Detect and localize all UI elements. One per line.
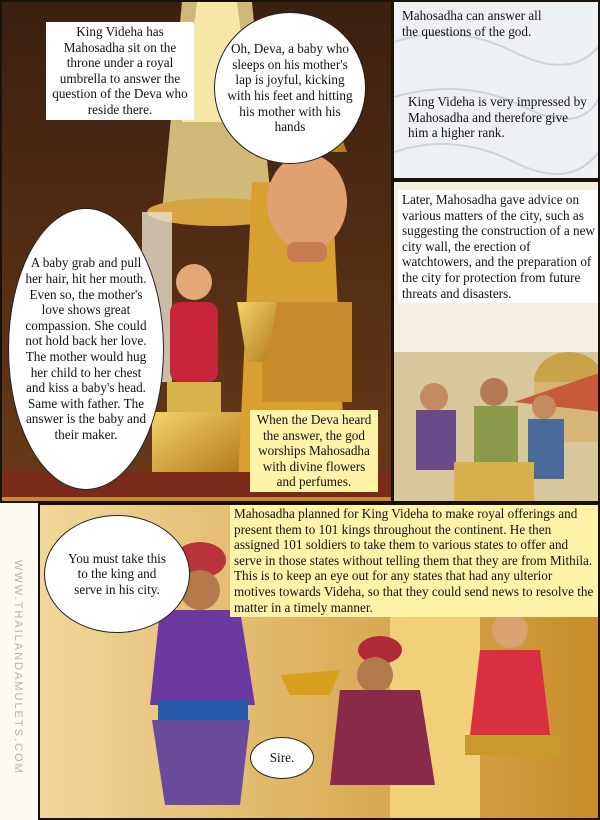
caption-royal-offerings: Mahosadha planned for King Videha to make royal offerings and present them to 101 kings throughout the continent. He then assigned 101 soldiers to take them to various states to offer and serve in those states without telling them that they are from Mithila. This is to keep an eye out for any states that had any ulterior motives towards Videha, so that they could send news to resolve the matter in a timely manner. bbox=[230, 504, 598, 617]
caption-deva-worships: When the Deva heard the answer, the god worships Mahosadha with divine flowers and perfumes. bbox=[250, 410, 378, 492]
caption-higher-rank: King Videha is very impressed by Mahosadha and therefore give him a higher rank. bbox=[408, 94, 587, 141]
panel-city-advice bbox=[392, 180, 600, 503]
caption-throne: King Videha has Mahosadha sit on the throne under a royal umbrella to answer the question of the Deva who reside there. bbox=[46, 22, 194, 120]
speech-bubble-answer: A baby grab and pull her hair, hit her mouth. Even so, the mother's love shows great compassion. She could not hold back her love. The mother would hug her child to her chest and kiss a baby's head. Same with father. The answer is the baby and their maker. bbox=[8, 208, 164, 490]
panel-offerings bbox=[38, 503, 600, 820]
caption-answers-god: Mahosadha can answer all the questions of the god. bbox=[402, 8, 542, 39]
speech-bubble-deva-question: Oh, Deva, a baby who sleeps on his mother's lap is joyful, kicking with his feet and hitting his mother with his hands bbox=[214, 12, 366, 164]
caption-city-advice: Later, Mahosadha gave advice on various matters of the city, such as suggesting the construction of a new city wall, the erection of watchtowers, and the preparation of the city for protection from future threats and disasters. bbox=[398, 190, 600, 303]
panel-impressed bbox=[392, 0, 600, 180]
speech-bubble-instruction: You must take this to the king and serve in his city. bbox=[44, 515, 190, 633]
watermark-text: WWW.THAILANDAMULETS.COM bbox=[12, 560, 24, 775]
panel-throne bbox=[0, 0, 393, 503]
speech-bubble-sire: Sire. bbox=[250, 737, 314, 779]
watermark bbox=[4, 560, 26, 800]
